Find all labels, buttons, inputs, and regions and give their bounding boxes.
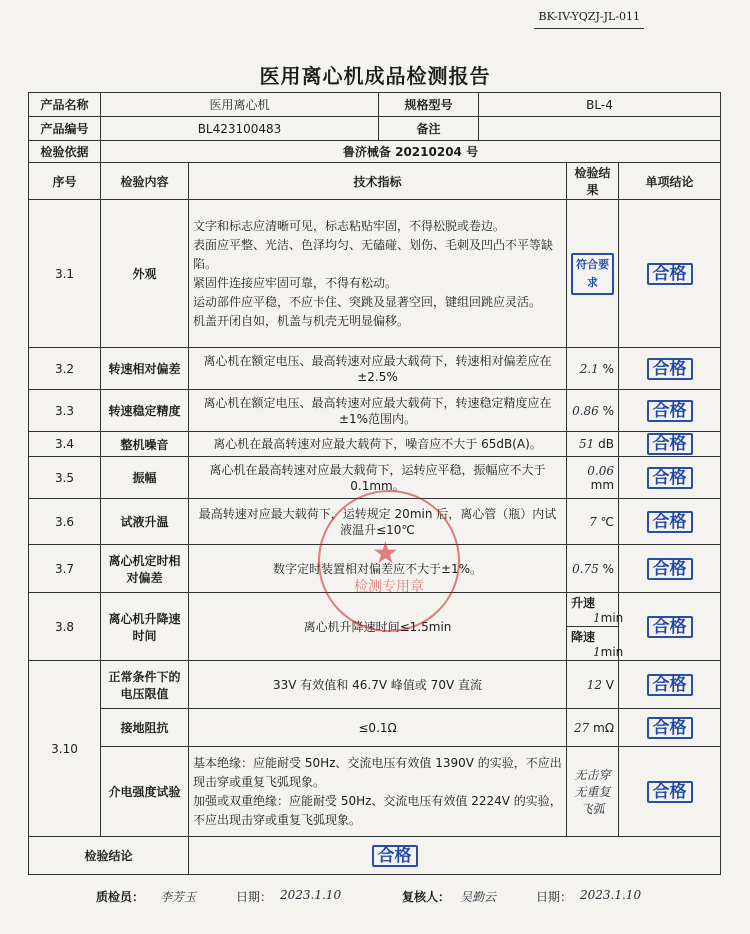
row-spec: 离心机在额定电压、最高转速对应最大载荷下，转速相对偏差应在±2.5% bbox=[189, 348, 567, 390]
row-conclusion bbox=[619, 200, 721, 348]
pass-stamp: 符合要求 bbox=[571, 253, 614, 295]
result-value: 0.75 bbox=[572, 561, 599, 576]
document-code: BK-IV-YQZJ-JL-011 bbox=[538, 10, 640, 23]
pass-stamp: 合格 bbox=[647, 511, 693, 533]
row-item: 接地阻抗 bbox=[101, 709, 189, 747]
result-unit: ℃ bbox=[600, 514, 615, 529]
result-unit: % bbox=[602, 361, 615, 376]
result-unit: % bbox=[602, 403, 615, 418]
table-row bbox=[29, 661, 721, 709]
spec-line: 机盖开闭自如，机盖与机壳无明显偏移。 bbox=[193, 313, 410, 328]
row-spec: 离心机在额定电压、最高转速对应最大载荷下，转速稳定精度应在±1%范围内。 bbox=[189, 390, 567, 432]
row-result bbox=[567, 432, 619, 457]
date-label: 日期： bbox=[536, 890, 573, 904]
row-conclusion bbox=[619, 661, 721, 709]
result-value: 2.1 bbox=[579, 361, 599, 376]
row-no: 3.2 bbox=[29, 348, 101, 390]
spec-line: 紧固件连接应牢固可靠，不得有松动。 bbox=[193, 275, 398, 290]
row-no: 3.5 bbox=[29, 457, 101, 499]
result-value: 0.86 bbox=[572, 403, 599, 418]
row-item: 外观 bbox=[101, 200, 189, 348]
model-value: BL-4 bbox=[479, 93, 721, 117]
table-row bbox=[29, 545, 721, 593]
result-value: 12 bbox=[586, 677, 602, 692]
reviewer-signature: 吴勤云 bbox=[460, 890, 497, 904]
table-row bbox=[29, 432, 721, 457]
spec-line: 表面应平整、光洁、色泽均匀、无磕碰、划伤、毛刺及凹凸不平等缺陷。 bbox=[193, 237, 554, 271]
row-result bbox=[567, 348, 619, 390]
col-item: 检验内容 bbox=[101, 163, 189, 200]
table-row bbox=[29, 593, 721, 627]
row-spec: 数字定时装置相对偏差应不大于±1%。 bbox=[189, 545, 567, 593]
row-spec: 离心机升降速时间≤1.5min bbox=[189, 593, 567, 661]
row-conclusion bbox=[619, 545, 721, 593]
serial-value: BL423100483 bbox=[101, 117, 379, 141]
col-result: 检验结果 bbox=[567, 163, 619, 200]
basis-label: 检验依据 bbox=[29, 141, 101, 163]
row-no: 3.7 bbox=[29, 545, 101, 593]
row-result bbox=[567, 390, 619, 432]
header-row-serial bbox=[29, 117, 721, 141]
row-conclusion bbox=[619, 709, 721, 747]
model-label: 规格型号 bbox=[379, 93, 479, 117]
result-value: 7 bbox=[589, 514, 597, 529]
column-header-row bbox=[29, 163, 721, 200]
header-row-basis bbox=[29, 141, 721, 163]
inspector-signature: 李芳玉 bbox=[160, 890, 197, 904]
pass-stamp: 合格 bbox=[647, 358, 693, 380]
row-no: 3.10 bbox=[29, 661, 101, 837]
serial-label: 产品编号 bbox=[29, 117, 101, 141]
table-row bbox=[29, 390, 721, 432]
row-item: 正常条件下的电压限值 bbox=[101, 661, 189, 709]
row-item: 转速相对偏差 bbox=[101, 348, 189, 390]
row-spec: ≤0.1Ω bbox=[189, 709, 567, 747]
spec-line: 文字和标志应清晰可见，标志粘贴牢固，不得松脱或卷边。 bbox=[193, 218, 506, 233]
remark-value bbox=[479, 117, 721, 141]
row-item: 离心机升降速时间 bbox=[101, 593, 189, 661]
result-value: 1 bbox=[593, 611, 601, 625]
row-result bbox=[567, 661, 619, 709]
result-value: 27 bbox=[574, 720, 590, 735]
row-item: 转速稳定精度 bbox=[101, 390, 189, 432]
result-line: 无击穿 bbox=[574, 768, 611, 782]
col-conclusion: 单项结论 bbox=[619, 163, 721, 200]
spec-line: 运动部件应平稳，不应卡住、突跳及显著空回，键组回跳应灵活。 bbox=[193, 294, 542, 309]
table-row bbox=[29, 747, 721, 837]
row-result bbox=[567, 545, 619, 593]
row-spec: 最高转速对应最大载荷下，运转规定 20min 后，离心管（瓶）内试液温升≤10℃ bbox=[189, 499, 567, 545]
spec-line: 基本绝缘：应能耐受 50Hz、交流电压有效值 1390V 的实验，不应出现击穿或重复飞弧现象。 bbox=[193, 755, 562, 789]
row-spec: 离心机在最高转速对应最大载荷下，运转应平稳，振幅应不大于 0.1mm。 bbox=[189, 457, 567, 499]
remark-label: 备注 bbox=[379, 117, 479, 141]
result-unit: mΩ bbox=[593, 720, 615, 735]
pass-stamp: 合格 bbox=[647, 616, 693, 638]
row-spec bbox=[189, 747, 567, 837]
row-result-down bbox=[567, 627, 624, 661]
date-label: 日期： bbox=[236, 890, 273, 904]
pass-stamp: 合格 bbox=[647, 674, 693, 696]
col-no: 序号 bbox=[29, 163, 101, 200]
row-no: 3.6 bbox=[29, 499, 101, 545]
up-label: 升速 bbox=[571, 596, 596, 610]
row-spec: 离心机在最高转速对应最大载荷下，噪音应不大于 65dB(A)。 bbox=[189, 432, 567, 457]
pass-stamp: 合格 bbox=[647, 717, 693, 739]
result-value: 1 bbox=[593, 645, 601, 659]
result-unit: mm bbox=[590, 477, 615, 492]
table-row bbox=[29, 709, 721, 747]
row-spec: 33V 有效值和 46.7V 峰值或 70V 直流 bbox=[189, 661, 567, 709]
pass-stamp: 合格 bbox=[647, 400, 693, 422]
report-table bbox=[28, 92, 721, 875]
pass-stamp: 合格 bbox=[647, 433, 693, 455]
final-value bbox=[189, 837, 721, 875]
header-row-product bbox=[29, 93, 721, 117]
row-result bbox=[567, 200, 619, 348]
row-spec bbox=[189, 200, 567, 348]
row-conclusion bbox=[619, 432, 721, 457]
final-conclusion-row bbox=[29, 837, 721, 875]
row-result bbox=[567, 457, 619, 499]
row-no: 3.8 bbox=[29, 593, 101, 661]
result-unit: dB bbox=[598, 437, 615, 451]
star-icon: ★ bbox=[372, 536, 399, 571]
inspector-label: 质检员： bbox=[96, 890, 145, 904]
row-no: 3.1 bbox=[29, 200, 101, 348]
inspection-date: 2023.1.10 bbox=[280, 888, 342, 902]
row-item: 整机噪音 bbox=[101, 432, 189, 457]
row-item: 振幅 bbox=[101, 457, 189, 499]
table-row bbox=[29, 348, 721, 390]
row-conclusion bbox=[619, 593, 721, 661]
result-value: 51 bbox=[579, 437, 595, 451]
result-unit: min bbox=[600, 645, 624, 659]
row-conclusion bbox=[619, 390, 721, 432]
pass-stamp: 合格 bbox=[647, 467, 693, 489]
seal-text: 检测专用章 bbox=[354, 579, 424, 595]
document-code-underline bbox=[534, 28, 644, 29]
product-name-label: 产品名称 bbox=[29, 93, 101, 117]
final-label: 检验结论 bbox=[29, 837, 189, 875]
row-item: 试液升温 bbox=[101, 499, 189, 545]
row-conclusion bbox=[619, 348, 721, 390]
row-conclusion bbox=[619, 457, 721, 499]
table-row bbox=[29, 499, 721, 545]
table-row bbox=[29, 457, 721, 499]
pass-stamp: 合格 bbox=[647, 263, 693, 285]
row-result bbox=[567, 499, 619, 545]
report-title: 医用离心机成品检测报告 bbox=[259, 64, 491, 88]
row-no: 3.3 bbox=[29, 390, 101, 432]
basis-value: 鲁济械备 20210204 号 bbox=[101, 141, 721, 163]
reviewer-label: 复核人： bbox=[402, 890, 451, 904]
result-line: 无重复飞弧 bbox=[574, 785, 611, 816]
pass-stamp: 合格 bbox=[647, 781, 693, 803]
spec-line: 加强或双重绝缘：应能耐受 50Hz、交流电压有效值 2224V 的实验，不应出现击穿或重复飞弧现象。 bbox=[193, 793, 562, 827]
down-label: 降速 bbox=[571, 630, 596, 644]
result-value: 0.06 bbox=[587, 463, 615, 478]
col-spec: 技术指标 bbox=[189, 163, 567, 200]
result-unit: V bbox=[605, 677, 615, 692]
row-item: 介电强度试验 bbox=[101, 747, 189, 837]
result-unit: % bbox=[602, 561, 615, 576]
row-no: 3.4 bbox=[29, 432, 101, 457]
table-row bbox=[29, 200, 721, 348]
review-date: 2023.1.10 bbox=[580, 888, 642, 902]
row-result bbox=[567, 709, 619, 747]
pass-stamp: 合格 bbox=[647, 558, 693, 580]
pass-stamp: 合格 bbox=[372, 845, 418, 867]
row-result-up bbox=[567, 593, 624, 627]
row-conclusion bbox=[619, 747, 721, 837]
row-result bbox=[567, 747, 619, 837]
row-item: 离心机定时相对偏差 bbox=[101, 545, 189, 593]
product-name-value: 医用离心机 bbox=[101, 93, 379, 117]
row-conclusion bbox=[619, 499, 721, 545]
result-unit: min bbox=[600, 611, 624, 625]
